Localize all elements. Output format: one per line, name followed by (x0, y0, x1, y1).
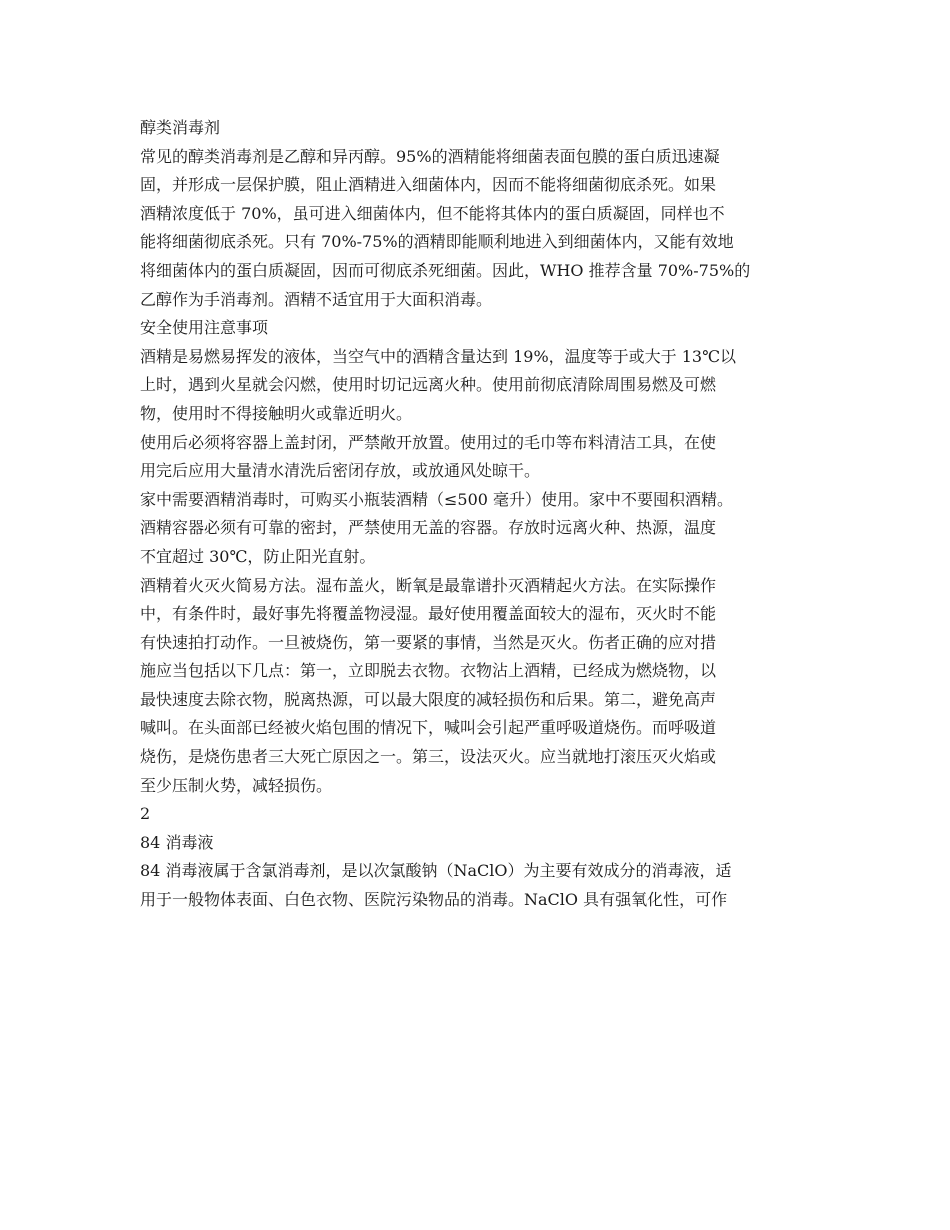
text-line: 酒精容器必须有可靠的密封，严禁使用无盖的容器。存放时远离火种、热源，温度 (140, 518, 717, 538)
text-line: 家中需要酒精消毒时，可购买小瓶装酒精（≤500 毫升）使用。家中不要囤积酒精。 (140, 489, 734, 509)
text-line: 将细菌体内的蛋白质凝固，因而可彻底杀死细菌。因此，WHO 推荐含量 70%-75%的 (140, 260, 751, 280)
document-page (140, 114, 822, 915)
text-line: 上时，遇到火星就会闪燃，使用时切记远离火种。使用前彻底清除周围易燃及可燃 (140, 375, 717, 395)
text-line: 酒精着火灭火简易方法。湿布盖火，断氧是最靠谱扑灭酒精起火方法。在实际操作 (140, 575, 717, 595)
text-line: 常见的醇类消毒剂是乙醇和异丙醇。95%的酒精能将细菌表面包膜的蛋白质迅速凝 (140, 146, 720, 166)
section-heading-alcohol-disinfectant: 醇类消毒剂 (140, 118, 221, 137)
text-line: 施应当包括以下几点：第一，立即脱去衣物。衣物沾上酒精，已经成为燃烧物，以 (140, 661, 717, 681)
text-line: 84 消毒液属于含氯消毒剂，是以次氯酸钠（NaClO）为主要有效成分的消毒液，适 (140, 861, 732, 881)
text-line: 使用后必须将容器上盖封闭，严禁敞开放置。使用过的毛巾等布料清洁工具，在使 (140, 432, 717, 452)
text-line: 烧伤，是烧伤患者三大死亡原因之一。第三，设法灭火。应当就地打滚压灭火焰或 (140, 747, 717, 767)
text-line: 能将细菌彻底杀死。只有 70%-75%的酒精即能顺利地进入到细菌体内，又能有效地 (140, 232, 734, 252)
text-line: 最快速度去除衣物，脱离热源，可以最大限度的减轻损伤和后果。第二，避免高声 (140, 689, 717, 709)
text-line: 有快速拍打动作。一旦被烧伤，第一要紧的事情，当然是灭火。伤者正确的应对措 (140, 632, 717, 652)
text-line: 固，并形成一层保护膜，阻止酒精进入细菌体内，因而不能将细菌彻底杀死。如果 (140, 175, 717, 195)
section-heading-safety-notes: 安全使用注意事项 (140, 318, 269, 338)
text-line: 用于一般物体表面、白色衣物、医院污染物品的消毒。NaClO 具有强氧化性，可作 (140, 890, 728, 910)
page-number-text: 2 (140, 804, 151, 824)
text-line: 酒精是易燃易挥发的液体，当空气中的酒精含量达到 19%，温度等于或大于 13℃以 (140, 346, 736, 366)
text-line: 用完后应用大量清水清洗后密闭存放，或放通风处晾干。 (140, 461, 541, 481)
text-line: 中，有条件时，最好事先将覆盖物浸湿。最好使用覆盖面较大的湿布，灭火时不能 (140, 604, 717, 624)
text-line: 物，使用时不得接触明火或靠近明火。 (140, 403, 413, 423)
text-line: 至少压制火势，减轻损伤。 (140, 775, 333, 795)
text-line: 乙醇作为手消毒剂。酒精不适宜用于大面积消毒。 (140, 289, 493, 309)
text-line: 酒精浓度低于 70%，虽可进入细菌体内，但不能将其体内的蛋白质凝固，同样也不 (140, 203, 725, 223)
text-line: 不宜超过 30℃，防止阳光直射。 (140, 546, 376, 566)
section-heading-84-disinfectant: 84 消毒液 (140, 832, 214, 852)
text-line: 喊叫。在头面部已经被火焰包围的情况下，喊叫会引起严重呼吸道烧伤。而呼吸道 (140, 718, 717, 738)
